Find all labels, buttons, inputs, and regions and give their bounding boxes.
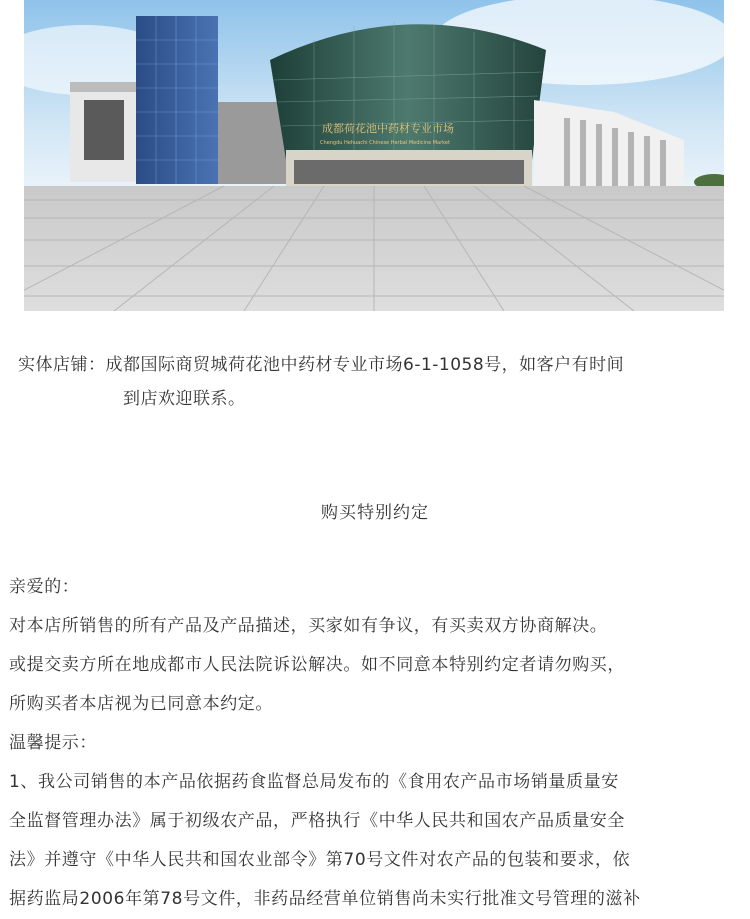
body-line: 或提交卖方所在地成都市人民法院诉讼解决。如不同意本特别约定者请勿购买，: [9, 655, 625, 675]
agreement-body: [9, 568, 747, 919]
body-line: 所购买者本店视为已同意本约定。: [9, 694, 273, 714]
body-line: 温馨提示：: [9, 733, 97, 753]
market-sign-text: 成都荷花池中药材专业市场: [322, 122, 454, 135]
body-line: 法》并遵守《中华人民共和国农业部令》第70号文件对农产品的包装和要求，依: [9, 850, 631, 870]
store-building-photo: [24, 0, 724, 311]
store-address-block: [18, 348, 748, 416]
store-address-line: 实体店铺：成都国际商贸城荷花池中药材专业市场6-1-1058号，如客户有时间: [18, 355, 625, 375]
body-line: 1、我公司销售的本产品依据药食监督总局发布的《食用农产品市场销量质量安: [9, 772, 619, 792]
section-title: 购买特别约定: [321, 503, 429, 523]
body-line: 对本店所销售的所有产品及产品描述，买家如有争议，有买卖双方协商解决。: [9, 616, 608, 636]
market-sign-subtext: Chengdu Hehuachi Chinese Herbal Medicine Market: [320, 140, 450, 146]
body-line: 据药监局2006年第78号文件，非药品经营单位销售尚未实行批准文号管理的滋补: [9, 889, 641, 909]
body-line: 亲爱的：: [9, 577, 80, 597]
store-address-line-continued: 到店欢迎联系。: [123, 389, 246, 409]
body-line: 全监督管理办法》属于初级农产品，严格执行《中华人民共和国农产品质量安全: [9, 811, 625, 831]
